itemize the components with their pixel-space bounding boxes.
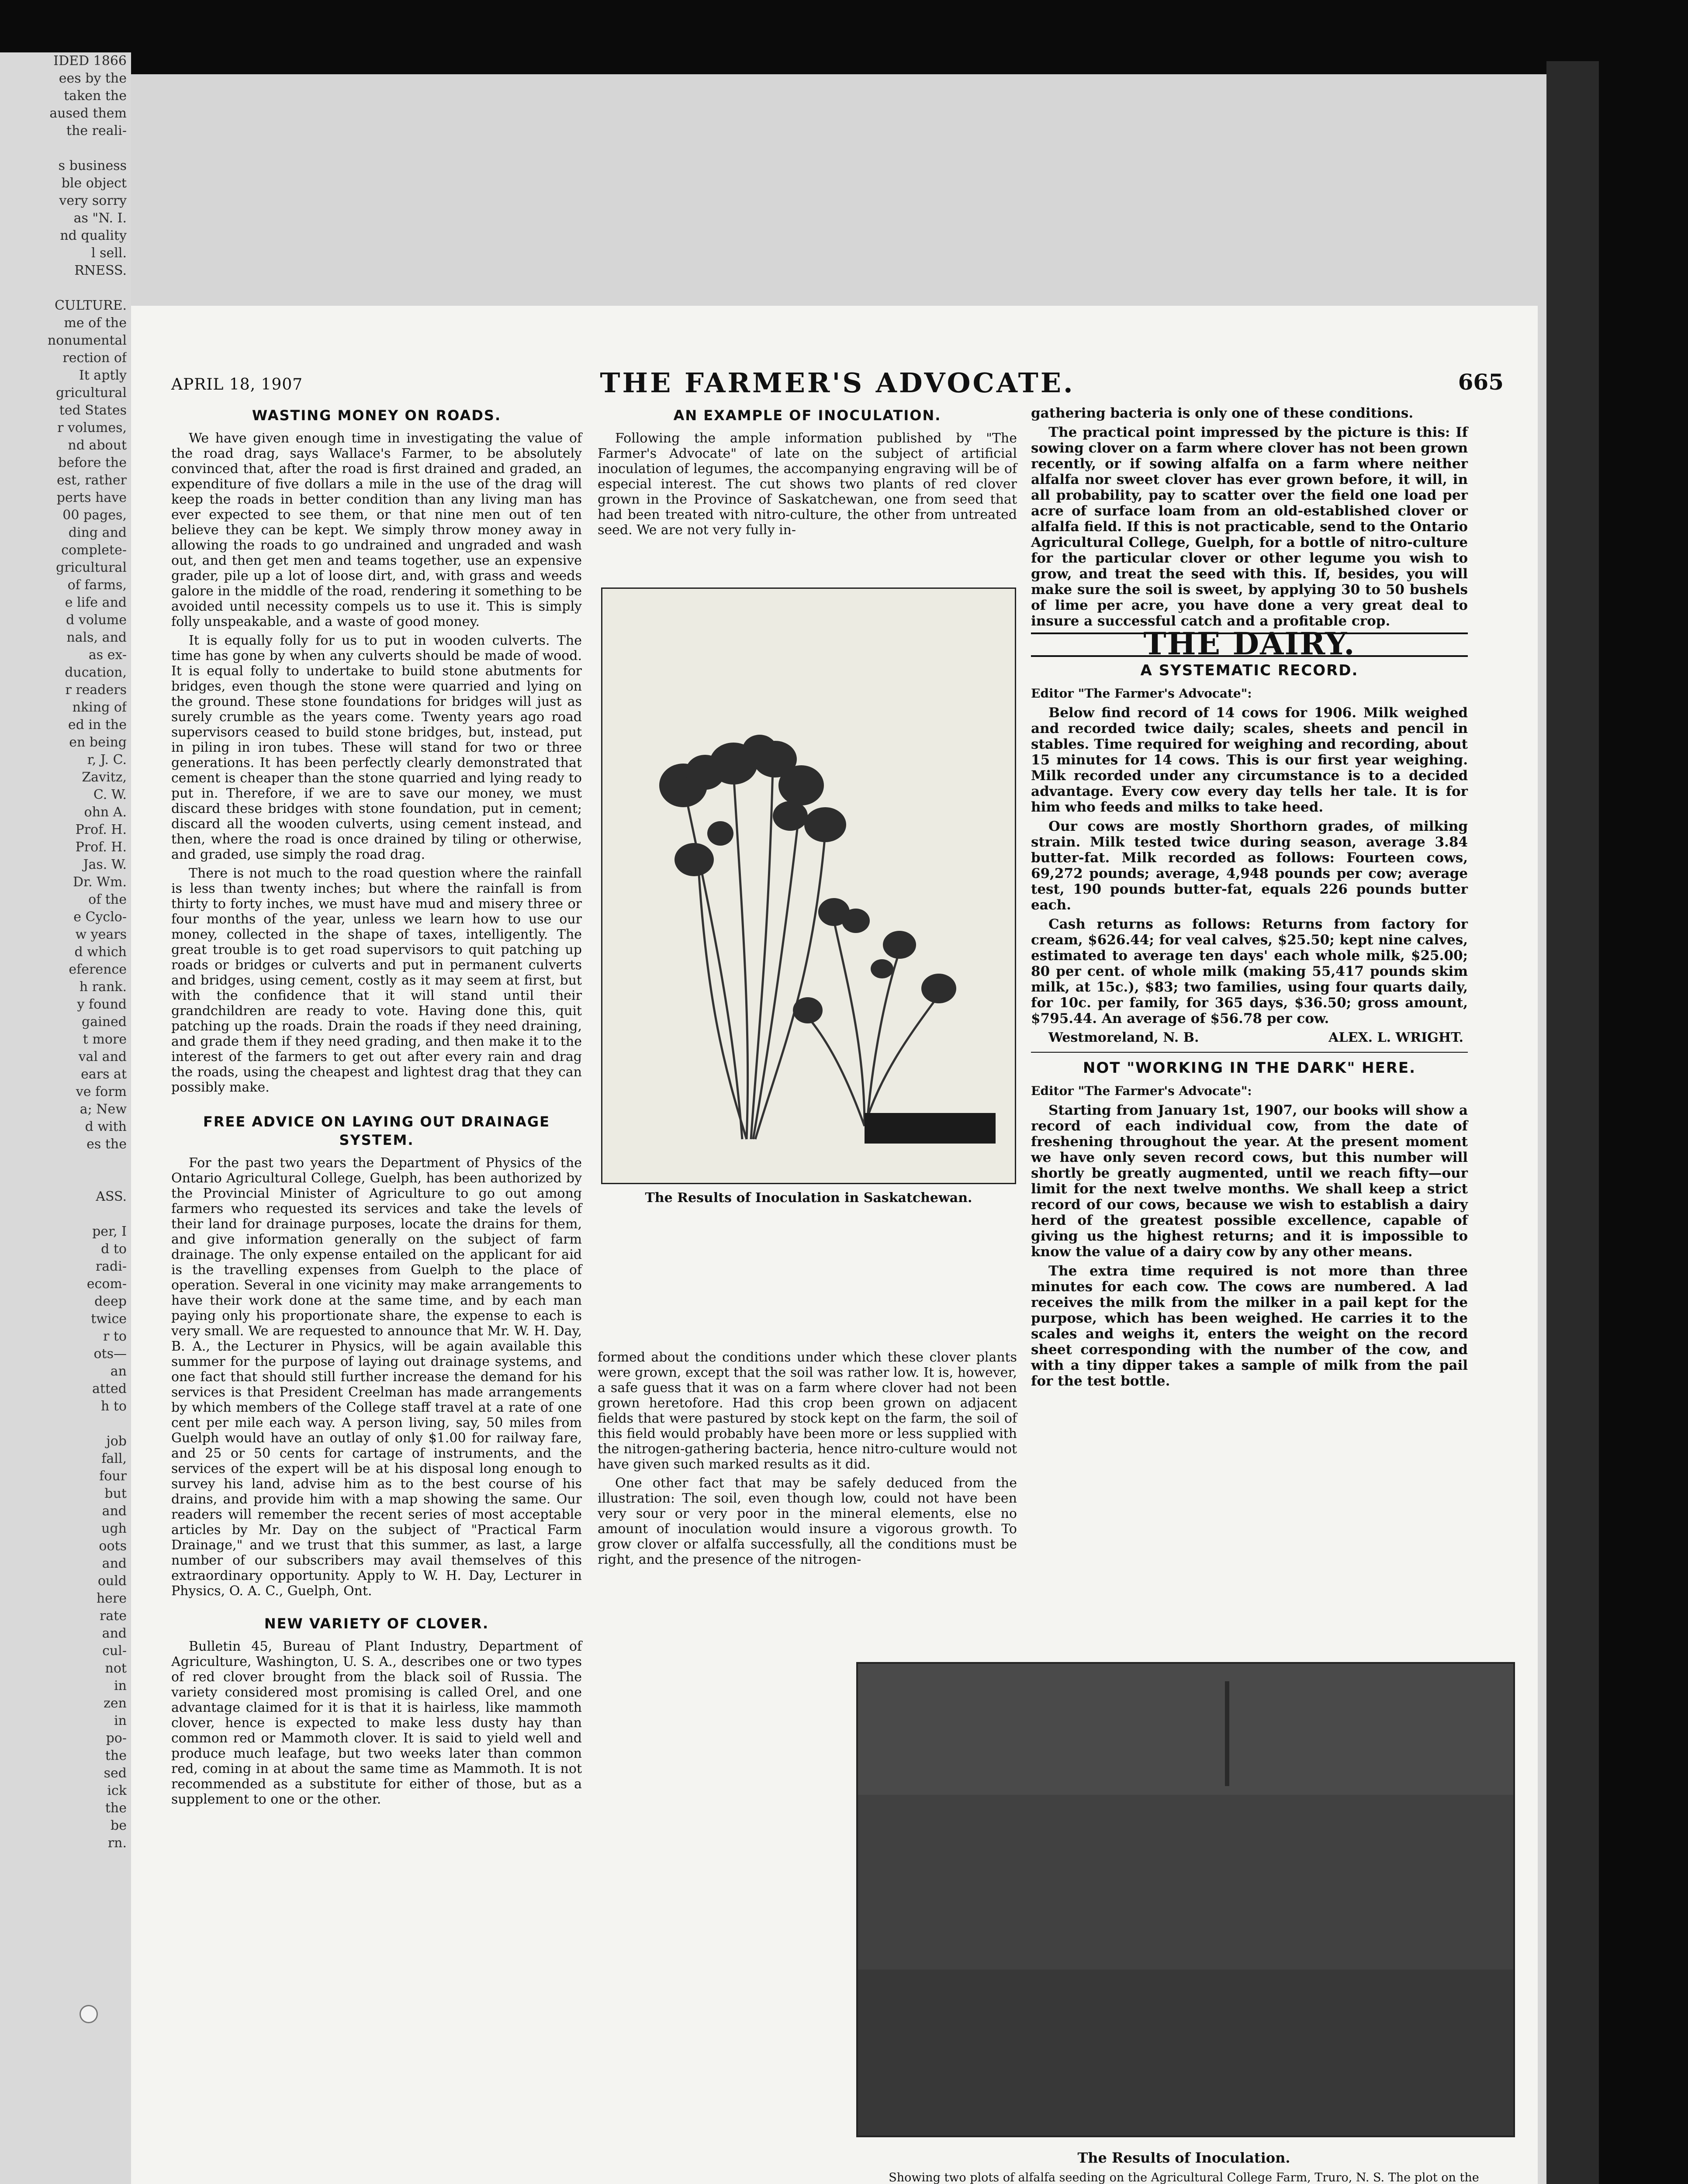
adjacent-page-line: ve form <box>76 1084 127 1099</box>
column-3 <box>1031 405 1468 1393</box>
adjacent-page-line: es the <box>86 1137 127 1152</box>
adjacent-page-line: ould <box>97 1573 127 1589</box>
alfalfa-photo-illustration <box>858 1664 1513 2136</box>
adjacent-page-line <box>0 1415 127 1433</box>
adjacent-page-line: RNESS. <box>74 263 127 278</box>
adjacent-page-line: the <box>105 1800 127 1816</box>
adjacent-page-line: en being <box>69 735 127 750</box>
paragraph: formed about the conditions under which these clover plants were grown, except that the soil was rather low. It is, however, a safe guess that it was on a farm where clover had not been grown heretofore. Had this crop been grown on adjacent fields that were pastured by stock kept on the farm, the soil of this field would probably have been more or less supplied with the nitrogen-gathering bacteria, hence nitro-culture would not have given such marked results as it did. <box>598 1350 1017 1472</box>
adjacent-page-line <box>0 1171 127 1188</box>
adjacent-page-line: ecom- <box>86 1276 127 1292</box>
signature-place: Westmoreland, N. B. <box>1048 1030 1199 1045</box>
adjacent-page-line <box>0 1206 127 1223</box>
figure-caption-title: The Results of Inoculation. <box>1077 2149 1290 2166</box>
adjacent-page-line: the reali- <box>66 123 127 138</box>
adjacent-page-line: e life and <box>65 595 127 610</box>
adjacent-page-strip <box>0 52 131 2184</box>
adjacent-page-line: nd about <box>68 438 127 453</box>
adjacent-page-line <box>0 280 127 297</box>
headline-systematic-record: A SYSTEMATIC RECORD. <box>1140 662 1359 679</box>
adjacent-page-line: s business <box>58 158 127 173</box>
adjacent-page-line: be <box>111 1818 127 1833</box>
figure-caption-body: Showing two plots of alfalfa seeding on the Agricultural College Farm, Truro, N. S. The plot on the <box>889 2171 1479 2184</box>
adjacent-page-line: perts have <box>56 490 127 505</box>
paragraph: Below find record of 14 cows for 1906. Milk weighed and recorded twice daily; scales, sheets and pencil in stables. Time required for weighing and recording, about 15 minutes for 14 cows. This is our first year weighing. Milk recorded under any circumstance is to a decided advantage. Every cow every day tells her tale. It is for him who feeds and milks to take heed. <box>1031 705 1468 815</box>
adjacent-page-line: r volumes, <box>57 420 127 435</box>
paragraph: There is not much to the road question where the rainfall is less than twenty inches; but where the rainfall is from thirty to forty inches, we must have mud and misery three or four months of the year, unless we learn how to use our money, collected in the shape of taxes, intelligently. The great trouble is to get road supervisors to quit patching up roads or bridges or culverts and put in permanent culverts and bridges, using cement, costly as it may seem at first, but with the confidence that it will stand until their grandchildren are ready to vote. Having done this, quit patching up the roads. Drain the roads if they need draining, and grade them if they need grading, and then make it to the interest of the farmers to get out after every rain and drag the roads, using the cheapest and lightest drag that they can possibly make. <box>171 866 582 1095</box>
adjacent-page-line: the <box>105 1748 127 1763</box>
adjacent-page-line: r, J. C. <box>87 752 127 767</box>
adjacent-page-line: nonumental <box>47 333 127 348</box>
adjacent-page-line: w years <box>75 927 127 942</box>
clover-plants-illustration <box>602 589 1015 1183</box>
adjacent-page-line: ding and <box>68 525 127 540</box>
headline-not-working-in-dark: NOT "WORKING IN THE DARK" HERE. <box>1083 1059 1416 1077</box>
adjacent-page-line: ick <box>107 1783 127 1798</box>
paragraph: Following the ample information published by "The Farmer's Advocate" of late on the subject of artificial inoculation of legumes, the accompanying engraving will be of especial interest. The cut shows two plants of red clover grown in the Province of Saskatchewan, one from seed that had been treated with nitro-culture, the other from untreated seed. We are not very fully in- <box>598 431 1017 538</box>
adjacent-page-line: ASS. <box>96 1189 127 1204</box>
adjacent-page-line: h rank. <box>79 979 127 995</box>
adjacent-page-line: Jas. W. <box>83 857 127 872</box>
adjacent-page-line: t more <box>83 1032 127 1047</box>
paragraph: It is equally folly for us to put in wooden culverts. The time has gone by when any culverts should be made of wood. It is equal folly to undertake to build stone abutments for bridges, even though the stone were quarried and lying on the ground. These stone foundations for bridges will just as surely crumble as the years come. Twenty years ago road supervisors ceased to build stone bridges, but, instead, put in piling in iron tubes. These will stand for two or three generations. It has been perfectly clearly demonstrated that cement is cheaper than the stone quarried and lying ready to put in. Therefore, if we are to save our money, we must discard these bridges with stone foundation, put in cement; discard all the wooden culverts, using cement instead, and then, where the road is once drained by tiling or otherwise, and graded, use simply the road drag. <box>171 633 582 862</box>
adjacent-page-line: ohn A. <box>84 805 127 820</box>
adjacent-page-line: radi- <box>95 1259 127 1274</box>
adjacent-page-line: e Cyclo- <box>73 909 127 925</box>
adjacent-page-text <box>0 52 127 2184</box>
adjacent-page-line: r to <box>103 1329 127 1344</box>
editor-address: Editor "The Farmer's Advocate": <box>1031 686 1252 701</box>
adjacent-page-line: C. W. <box>93 787 127 802</box>
adjacent-page-line: complete- <box>61 543 127 558</box>
adjacent-page-line: but <box>104 1486 127 1501</box>
section-title-dairy: THE DAIRY. <box>1143 625 1356 662</box>
adjacent-page-line: in <box>114 1678 127 1693</box>
paragraph: Starting from January 1st, 1907, our books will show a record of each individual cow, from the date of freshening throughout the year. At the present moment we have only seven record cows, but this number will shortly be greatly augmented, until we reach fifty—our limit for the next twelve months. We shall keep a strict record of our cows, because we wish to establish a dairy herd of the greatest possible excellence, capable of giving us the highest returns; and it is impossible to know the value of a dairy cow by any other means. <box>1031 1102 1468 1260</box>
adjacent-page-line: ted States <box>59 403 127 418</box>
adjacent-page-line: l sell. <box>91 245 127 261</box>
adjacent-page-line: oots <box>99 1538 127 1554</box>
adjacent-page-line: d to <box>101 1241 127 1257</box>
adjacent-page-line: zen <box>104 1696 127 1711</box>
adjacent-page-line: and <box>102 1626 127 1641</box>
clover-engraving <box>601 587 1016 1184</box>
signature-name: ALEX. L. WRIGHT. <box>1328 1030 1463 1045</box>
adjacent-page-line: job <box>106 1434 127 1449</box>
headline-new-clover: NEW VARIETY OF CLOVER. <box>264 1615 489 1632</box>
adjacent-page-line: four <box>99 1469 127 1484</box>
signature <box>1031 1030 1468 1046</box>
adjacent-page-line: twice <box>91 1311 127 1327</box>
adjacent-page-line: d which <box>74 944 127 960</box>
adjacent-page-line: ducation, <box>65 665 127 680</box>
adjacent-page-line: nd quality <box>60 228 127 243</box>
adjacent-page-line: and <box>102 1556 127 1571</box>
adjacent-page-line: h to <box>101 1399 127 1414</box>
adjacent-page-line: deep <box>94 1294 127 1309</box>
article-rule <box>1031 1052 1468 1053</box>
film-edge <box>1546 61 1599 2184</box>
paragraph: One other fact that may be safely deduced from the illustration: The soil, even though low, could not have been very sour or very poor in the mineral elements, else no amount of inoculation would insure a vigorous growth. To grow clover or alfalfa successfully, all the conditions must be right, and the presence of the nitrogen- <box>598 1476 1017 1567</box>
adjacent-page-line: est, rather <box>57 473 127 488</box>
adjacent-page-line: It aptly <box>79 368 127 383</box>
adjacent-page-line: Dr. Wm. <box>73 874 127 890</box>
adjacent-page-line: per, I <box>92 1224 127 1239</box>
adjacent-page-line: and <box>102 1503 127 1519</box>
figure-clover-plants <box>601 587 1016 1230</box>
paragraph: We have given enough time in investigating the value of the road drag, says Wallace's Farmer, to be absolutely convinced that, after the road is first drained and graded, an expenditure of five dollars a mile in the use of the drag will keep the roads in better condition than any living man has ever expected to see them, or that nine men out of ten believe they can be kept. We simply throw money away in allowing the roads to go undrained and ungraded and wash out, and then get men and teams together, use an expensive grader, pile up a lot of loose dirt, and, with grass and weeds galore in the middle of the road, rendering it something to be avoided until necessity compels us to use it. This is simply folly unspeakable, and a waste of good money. <box>171 431 582 629</box>
adjacent-page-line: as ex- <box>88 647 127 663</box>
editor-address: Editor "The Farmer's Advocate": <box>1031 1084 1252 1098</box>
paragraph: The extra time required is not more than three minutes for each cow. The cows are numbered. A lad receives the milk from the milker in a pail kept for the purpose, which has been weighed. He carries it to the scales and weighs it, enters the weight on the record sheet corresponding with the number of the cow, and with a tiny dipper takes a sample of milk from the pail for the test bottle. <box>1031 1263 1468 1389</box>
paragraph: The practical point impressed by the picture is this: If sowing clover on a farm where clover has not been grown recently, or if sowing alfalfa on a farm where neither alfalfa nor sweet clover has ever grown before, it will, in all probability, pay to scatter over the field one load per acre of surface loam from an old-established clover or alfalfa field. If this is not practicable, send to the Ontario Agricultural College, Guelph, for a bottle of nitro-culture for the particular clover or other legume you wish to grow, and treat the seed with this. If, besides, you will make sure the soil is sweet, by applying 30 to 50 bushels of lime per acre, you have done a very great deal to insure a successful catch and a profitable crop. <box>1031 425 1468 629</box>
adjacent-page-line: aused them <box>49 106 127 121</box>
adjacent-page-line: here <box>96 1591 127 1606</box>
figure-caption-saskatchewan: The Results of Inoculation in Saskatchewan. <box>645 1190 972 1206</box>
adjacent-page-line: d volume <box>66 612 127 628</box>
adjacent-page-line: rection of <box>62 350 127 366</box>
adjacent-page-line: before the <box>58 455 127 470</box>
adjacent-page-line: ed in the <box>68 717 127 733</box>
adjacent-page-line: Zavitz, <box>82 770 127 785</box>
punch-hole-bottom <box>80 2005 98 2023</box>
adjacent-page-line: nals, and <box>66 630 127 645</box>
adjacent-page-line: nking of <box>72 700 127 715</box>
adjacent-page-line: me of the <box>64 315 127 331</box>
adjacent-page-line: val and <box>78 1049 127 1064</box>
column-1 <box>171 406 582 1811</box>
adjacent-page-line: Prof. H. <box>75 840 127 855</box>
paragraph: Bulletin 45, Bureau of Plant Industry, Department of Agriculture, Washington, U. S. A., describes one or two types of red clover brought from the black soil of Russia. The variety considered most promising is called Orel, and one advantage claimed for it is that it is hairless, like mammoth clover, hence is expected to make less dusty hay than common red or Mammoth clover. It is said to yield well and produce much leafage, but two weeks later than common red, coming in at about the same time as Mammoth. It is not recommended as a substitute for either of those, but as a supplement to one or the other. <box>171 1639 582 1807</box>
newspaper-page <box>131 306 1538 2184</box>
adjacent-page-line: rn. <box>107 1835 127 1851</box>
adjacent-page-line: d with <box>85 1119 127 1134</box>
page-number: 665 <box>1458 369 1504 395</box>
adjacent-page-line: CULTURE. <box>54 298 127 313</box>
adjacent-page-line: gricultural <box>55 385 127 401</box>
column-2 <box>598 406 1017 541</box>
column-2-continued <box>598 1350 1017 1571</box>
paragraph: For the past two years the Department of Physics of the Ontario Agricultural College, Guelph, has been authorized by the Provincial Minister of Agriculture to go out among farmers who requested its services and take the levels of their land for drainage purposes, locate the drains for them, and give information generally on the subject of farm drainage. The only expense entailed on the applicant for aid is the travelling expenses from Guelph to the place of operation. Several in one vicinity may make arrangements to have their work done at the same time, and by each man paying only his proportionate share, the expense to each is very small. We are requested to announce that Mr. W. H. Day, B. A., the Lecturer in Physics, will be again available this summer for the purpose of laying out drainage systems, and one fact that should still further increase the demand for his services is that President Creelman has made arrangements by which members of the College staff travel at a rate of one cent per mile each way. A person living, say, 50 miles from Guelph would have an outlay of only $1.00 for railway fare, and 25 or 50 cents for cartage of instruments, and the services of the expert will be at his disposal long enough to survey his land, advise him as to the best course of his drains, and provide him with a map showing the same. Our readers will remember the recent series of most acceptable articles by Mr. Day on the subject of "Practical Farm Drainage," and we trust that this summer, as last, a large number of our subscribers may avail themselves of this extraordinary opportunity. Apply to W. H. Day, Lecturer in Physics, O. A. C., Guelph, Ont. <box>171 1155 582 1599</box>
adjacent-page-line: as "N. I. <box>73 211 127 226</box>
paragraph: Our cows are mostly Shorthorn grades, of milking strain. Milk tested twice during season, average 3.84 butter-fat. Milk recorded as follows: Fourteen cows, 69,272 pounds; average, 4,948 pounds per cow; average test, 190 pounds butter-fat, equals 226 pounds butter each. <box>1031 819 1468 913</box>
adjacent-page-line: in <box>114 1713 127 1728</box>
adjacent-page-line: rate <box>99 1608 127 1624</box>
adjacent-page-line: Prof. H. <box>75 822 127 837</box>
adjacent-page-line: sed <box>104 1766 127 1781</box>
publication-title: THE FARMER'S ADVOCATE. <box>600 367 1075 399</box>
adjacent-page-line: cul- <box>102 1643 127 1659</box>
adjacent-page-line: of farms, <box>67 577 127 593</box>
figure-alfalfa-plots <box>856 1662 1512 2184</box>
issue-date: APRIL 18, 1907 <box>171 376 303 394</box>
adjacent-page-line: ees by the <box>59 71 127 86</box>
adjacent-page-line: IDED 1866 <box>53 53 127 69</box>
adjacent-page-line: y found <box>77 997 127 1012</box>
paragraph: gathering bacteria is only one of these conditions. <box>1031 405 1414 421</box>
adjacent-page-line <box>0 1153 127 1171</box>
adjacent-page-line: po- <box>106 1731 127 1746</box>
adjacent-page-line: ble object <box>61 176 127 191</box>
adjacent-page-line: ears at <box>81 1067 127 1082</box>
adjacent-page-line: taken the <box>64 88 127 104</box>
adjacent-page-line: r readers <box>65 682 127 698</box>
adjacent-page-line <box>0 140 127 157</box>
running-head <box>171 367 1504 402</box>
adjacent-page-line: of the <box>88 892 127 907</box>
adjacent-page-line: 00 pages, <box>62 508 127 523</box>
alfalfa-plots-photo <box>856 1662 1515 2137</box>
adjacent-page-line: eference <box>69 962 127 977</box>
headline-free-advice: FREE ADVICE ON LAYING OUT DRAINAGE SYSTEM. <box>203 1113 550 1148</box>
adjacent-page-line: very sorry <box>59 193 127 208</box>
adjacent-page-line: fall, <box>101 1451 127 1466</box>
headline-wasting-money: WASTING MONEY ON ROADS. <box>252 407 502 424</box>
adjacent-page-line: not <box>105 1661 127 1676</box>
adjacent-page-line: ots— <box>93 1346 127 1362</box>
paragraph: Cash returns as follows: Returns from factory for cream, $626.44; for veal calves, $25.50; kept nine calves, estimated to average ten days' each whole milk, $25.00; 80 per cent. of whole milk (making 55,417 pounds skim milk, at 15c.), $83; two families, using four quarts daily, for 10c. per family, for 365 days, $36.50; gross amount, $795.44. An average of $56.78 per cow. <box>1031 916 1468 1026</box>
adjacent-page-line: ugh <box>101 1521 127 1536</box>
adjacent-page-line: atted <box>92 1381 127 1396</box>
adjacent-page-line: gricultural <box>55 560 127 575</box>
adjacent-page-line: a; New <box>80 1102 127 1117</box>
headline-inoculation: AN EXAMPLE OF INOCULATION. <box>673 407 941 424</box>
adjacent-page-line: gained <box>82 1014 127 1030</box>
adjacent-page-line: an <box>110 1364 127 1379</box>
